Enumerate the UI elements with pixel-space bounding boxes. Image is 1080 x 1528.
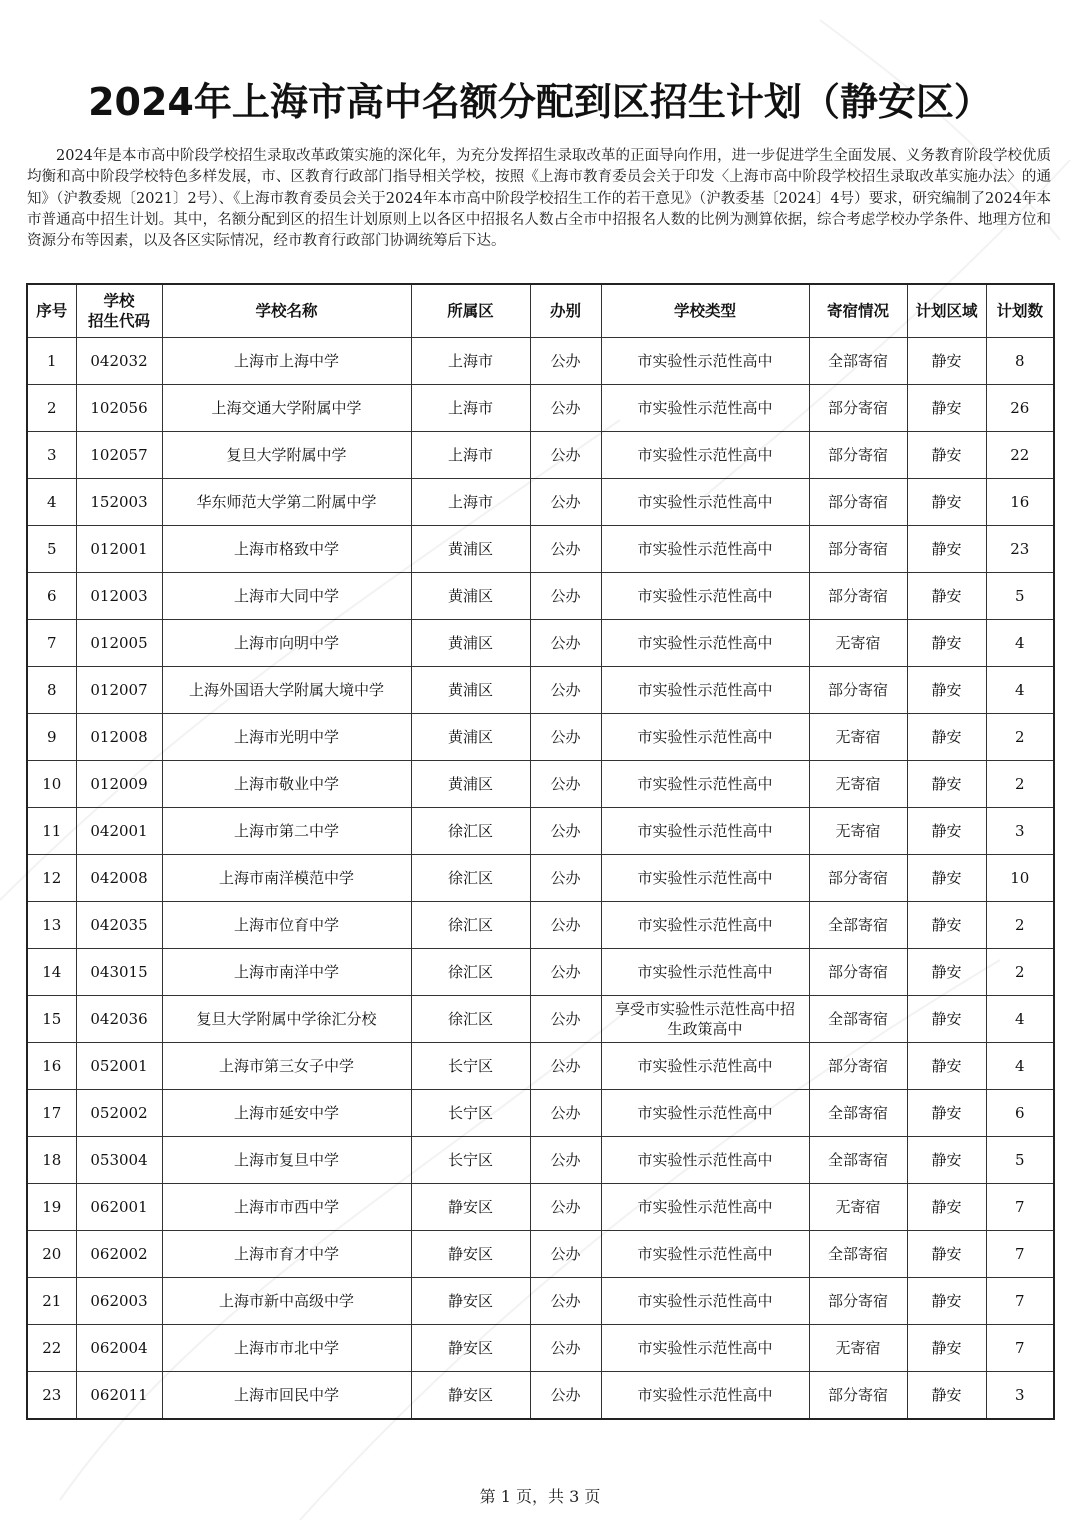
cell-seq: 7 [27, 620, 76, 667]
cell-count: 5 [986, 1137, 1054, 1184]
cell-seq: 23 [27, 1372, 76, 1420]
table-row [27, 526, 1054, 573]
cell-ownership: 公办 [530, 855, 601, 902]
cell-type: 享受市实验性示范性高中招生政策高中 [601, 996, 809, 1043]
cell-count: 4 [986, 620, 1054, 667]
cell-ownership: 公办 [530, 1137, 601, 1184]
cell-code: 042036 [76, 996, 162, 1043]
enrollment-plan-table [26, 283, 1055, 1420]
header-code-line2: 招生代码 [87, 312, 150, 330]
cell-district: 静安区 [411, 1372, 530, 1420]
cell-boarding: 全部寄宿 [809, 1137, 907, 1184]
cell-code: 152003 [76, 479, 162, 526]
cell-type: 市实验性示范性高中 [601, 855, 809, 902]
cell-ownership: 公办 [530, 949, 601, 996]
cell-area: 静安 [907, 949, 986, 996]
cell-code: 042032 [76, 338, 162, 385]
cell-type: 市实验性示范性高中 [601, 902, 809, 949]
cell-code: 012008 [76, 714, 162, 761]
cell-seq: 10 [27, 761, 76, 808]
cell-district: 上海市 [411, 338, 530, 385]
cell-ownership: 公办 [530, 338, 601, 385]
cell-boarding: 无寄宿 [809, 808, 907, 855]
cell-name: 上海市位育中学 [162, 902, 411, 949]
table-row [27, 338, 1054, 385]
cell-type: 市实验性示范性高中 [601, 1325, 809, 1372]
cell-district: 黄浦区 [411, 761, 530, 808]
table-row [27, 714, 1054, 761]
cell-ownership: 公办 [530, 573, 601, 620]
cell-name: 上海交通大学附属中学 [162, 385, 411, 432]
cell-type: 市实验性示范性高中 [601, 1231, 809, 1278]
table-row [27, 1090, 1054, 1137]
cell-area: 静安 [907, 573, 986, 620]
page-footer: 第 1 页，共 3 页 [479, 1487, 601, 1506]
cell-district: 静安区 [411, 1278, 530, 1325]
table-row [27, 855, 1054, 902]
cell-ownership: 公办 [530, 432, 601, 479]
cell-ownership: 公办 [530, 996, 601, 1043]
cell-count: 5 [986, 573, 1054, 620]
cell-type: 市实验性示范性高中 [601, 1278, 809, 1325]
cell-count: 4 [986, 996, 1054, 1043]
cell-seq: 5 [27, 526, 76, 573]
cell-boarding: 部分寄宿 [809, 432, 907, 479]
cell-district: 静安区 [411, 1184, 530, 1231]
cell-name: 上海市上海中学 [162, 338, 411, 385]
cell-boarding: 部分寄宿 [809, 1043, 907, 1090]
cell-type: 市实验性示范性高中 [601, 667, 809, 714]
cell-ownership: 公办 [530, 902, 601, 949]
cell-count: 2 [986, 714, 1054, 761]
cell-area: 静安 [907, 996, 986, 1043]
table-header-row [27, 284, 1054, 338]
cell-code: 062002 [76, 1231, 162, 1278]
cell-name: 上海市第二中学 [162, 808, 411, 855]
cell-district: 黄浦区 [411, 714, 530, 761]
cell-ownership: 公办 [530, 620, 601, 667]
cell-count: 2 [986, 902, 1054, 949]
table-row [27, 1043, 1054, 1090]
cell-type: 市实验性示范性高中 [601, 338, 809, 385]
cell-area: 静安 [907, 1137, 986, 1184]
cell-code: 052002 [76, 1090, 162, 1137]
table-row [27, 996, 1054, 1043]
cell-district: 上海市 [411, 385, 530, 432]
cell-code: 053004 [76, 1137, 162, 1184]
cell-ownership: 公办 [530, 526, 601, 573]
cell-count: 6 [986, 1090, 1054, 1137]
cell-code: 062011 [76, 1372, 162, 1420]
cell-district: 上海市 [411, 432, 530, 479]
table-row [27, 667, 1054, 714]
cell-area: 静安 [907, 1090, 986, 1137]
cell-ownership: 公办 [530, 385, 601, 432]
cell-boarding: 部分寄宿 [809, 949, 907, 996]
cell-code: 043015 [76, 949, 162, 996]
cell-boarding: 无寄宿 [809, 714, 907, 761]
cell-seq: 22 [27, 1325, 76, 1372]
cell-name: 上海市格致中学 [162, 526, 411, 573]
cell-count: 7 [986, 1325, 1054, 1372]
cell-name: 上海市延安中学 [162, 1090, 411, 1137]
header-boarding: 寄宿情况 [809, 284, 907, 338]
cell-count: 7 [986, 1184, 1054, 1231]
cell-seq: 17 [27, 1090, 76, 1137]
cell-name: 上海市向明中学 [162, 620, 411, 667]
cell-district: 徐汇区 [411, 949, 530, 996]
cell-count: 4 [986, 667, 1054, 714]
cell-area: 静安 [907, 1278, 986, 1325]
cell-district: 徐汇区 [411, 808, 530, 855]
cell-code: 042008 [76, 855, 162, 902]
cell-name: 复旦大学附属中学 [162, 432, 411, 479]
cell-name: 上海市市西中学 [162, 1184, 411, 1231]
cell-type: 市实验性示范性高中 [601, 620, 809, 667]
cell-ownership: 公办 [530, 1090, 601, 1137]
cell-name: 上海市市北中学 [162, 1325, 411, 1372]
cell-ownership: 公办 [530, 1372, 601, 1420]
cell-boarding: 无寄宿 [809, 620, 907, 667]
header-ownership: 办别 [530, 284, 601, 338]
page-title: 2024年上海市高中名额分配到区招生计划（静安区） [88, 80, 992, 124]
cell-ownership: 公办 [530, 1231, 601, 1278]
cell-district: 徐汇区 [411, 855, 530, 902]
cell-ownership: 公办 [530, 1325, 601, 1372]
cell-code: 012003 [76, 573, 162, 620]
table-row [27, 573, 1054, 620]
cell-type: 市实验性示范性高中 [601, 714, 809, 761]
table-row [27, 1231, 1054, 1278]
cell-area: 静安 [907, 1372, 986, 1420]
table-row [27, 385, 1054, 432]
cell-district: 静安区 [411, 1231, 530, 1278]
cell-area: 静安 [907, 1043, 986, 1090]
cell-boarding: 部分寄宿 [809, 479, 907, 526]
cell-count: 26 [986, 385, 1054, 432]
cell-boarding: 部分寄宿 [809, 1372, 907, 1420]
cell-ownership: 公办 [530, 714, 601, 761]
cell-seq: 1 [27, 338, 76, 385]
table-row [27, 1372, 1054, 1420]
cell-count: 2 [986, 761, 1054, 808]
table-row [27, 808, 1054, 855]
table-row [27, 761, 1054, 808]
cell-district: 长宁区 [411, 1090, 530, 1137]
table-row [27, 432, 1054, 479]
cell-seq: 18 [27, 1137, 76, 1184]
table-body [27, 338, 1054, 1420]
cell-area: 静安 [907, 1184, 986, 1231]
cell-code: 012005 [76, 620, 162, 667]
cell-count: 23 [986, 526, 1054, 573]
cell-count: 8 [986, 338, 1054, 385]
cell-seq: 14 [27, 949, 76, 996]
cell-name: 华东师范大学第二附属中学 [162, 479, 411, 526]
cell-name: 上海市敬业中学 [162, 761, 411, 808]
cell-district: 黄浦区 [411, 667, 530, 714]
cell-boarding: 全部寄宿 [809, 1090, 907, 1137]
cell-seq: 3 [27, 432, 76, 479]
table-row [27, 1278, 1054, 1325]
cell-seq: 2 [27, 385, 76, 432]
cell-area: 静安 [907, 667, 986, 714]
cell-name: 上海市育才中学 [162, 1231, 411, 1278]
header-district: 所属区 [411, 284, 530, 338]
cell-boarding: 全部寄宿 [809, 1231, 907, 1278]
cell-district: 黄浦区 [411, 620, 530, 667]
cell-type: 市实验性示范性高中 [601, 385, 809, 432]
cell-district: 上海市 [411, 479, 530, 526]
cell-ownership: 公办 [530, 1184, 601, 1231]
cell-code: 062003 [76, 1278, 162, 1325]
cell-boarding: 部分寄宿 [809, 526, 907, 573]
cell-type: 市实验性示范性高中 [601, 573, 809, 620]
cell-boarding: 无寄宿 [809, 761, 907, 808]
cell-code: 062001 [76, 1184, 162, 1231]
cell-count: 16 [986, 479, 1054, 526]
cell-boarding: 全部寄宿 [809, 996, 907, 1043]
cell-type: 市实验性示范性高中 [601, 1184, 809, 1231]
cell-type: 市实验性示范性高中 [601, 432, 809, 479]
cell-area: 静安 [907, 620, 986, 667]
cell-code: 012007 [76, 667, 162, 714]
cell-area: 静安 [907, 526, 986, 573]
cell-code: 102057 [76, 432, 162, 479]
cell-count: 7 [986, 1278, 1054, 1325]
cell-ownership: 公办 [530, 761, 601, 808]
header-type: 学校类型 [601, 284, 809, 338]
header-code [76, 284, 162, 338]
cell-name: 上海市回民中学 [162, 1372, 411, 1420]
cell-count: 4 [986, 1043, 1054, 1090]
cell-count: 7 [986, 1231, 1054, 1278]
cell-area: 静安 [907, 1231, 986, 1278]
cell-area: 静安 [907, 385, 986, 432]
cell-code: 052001 [76, 1043, 162, 1090]
cell-count: 3 [986, 1372, 1054, 1420]
cell-ownership: 公办 [530, 479, 601, 526]
cell-ownership: 公办 [530, 667, 601, 714]
header-seq: 序号 [27, 284, 76, 338]
header-area: 计划区域 [907, 284, 986, 338]
cell-seq: 12 [27, 855, 76, 902]
cell-area: 静安 [907, 761, 986, 808]
table-row [27, 620, 1054, 667]
cell-area: 静安 [907, 338, 986, 385]
header-name: 学校名称 [162, 284, 411, 338]
table-row [27, 902, 1054, 949]
header-count: 计划数 [986, 284, 1054, 338]
cell-area: 静安 [907, 855, 986, 902]
cell-name: 上海市大同中学 [162, 573, 411, 620]
cell-seq: 19 [27, 1184, 76, 1231]
table-row [27, 479, 1054, 526]
cell-boarding: 部分寄宿 [809, 385, 907, 432]
cell-ownership: 公办 [530, 808, 601, 855]
cell-boarding: 全部寄宿 [809, 902, 907, 949]
cell-boarding: 部分寄宿 [809, 855, 907, 902]
cell-name: 上海市南洋中学 [162, 949, 411, 996]
cell-name: 上海市复旦中学 [162, 1137, 411, 1184]
cell-type: 市实验性示范性高中 [601, 479, 809, 526]
table-row [27, 1137, 1054, 1184]
cell-code: 102056 [76, 385, 162, 432]
cell-seq: 20 [27, 1231, 76, 1278]
cell-count: 3 [986, 808, 1054, 855]
cell-seq: 6 [27, 573, 76, 620]
table-row [27, 949, 1054, 996]
cell-name: 上海市南洋模范中学 [162, 855, 411, 902]
cell-name: 上海市新中高级中学 [162, 1278, 411, 1325]
cell-name: 复旦大学附属中学徐汇分校 [162, 996, 411, 1043]
cell-area: 静安 [907, 1325, 986, 1372]
cell-area: 静安 [907, 479, 986, 526]
cell-name: 上海外国语大学附属大境中学 [162, 667, 411, 714]
cell-code: 062004 [76, 1325, 162, 1372]
cell-count: 2 [986, 949, 1054, 996]
cell-name: 上海市第三女子中学 [162, 1043, 411, 1090]
cell-seq: 15 [27, 996, 76, 1043]
cell-seq: 8 [27, 667, 76, 714]
cell-area: 静安 [907, 432, 986, 479]
cell-seq: 4 [27, 479, 76, 526]
cell-area: 静安 [907, 808, 986, 855]
cell-boarding: 部分寄宿 [809, 667, 907, 714]
cell-boarding: 全部寄宿 [809, 338, 907, 385]
cell-district: 徐汇区 [411, 996, 530, 1043]
cell-district: 黄浦区 [411, 526, 530, 573]
cell-district: 长宁区 [411, 1137, 530, 1184]
cell-type: 市实验性示范性高中 [601, 526, 809, 573]
cell-boarding: 无寄宿 [809, 1325, 907, 1372]
cell-count: 22 [986, 432, 1054, 479]
cell-district: 长宁区 [411, 1043, 530, 1090]
cell-area: 静安 [907, 902, 986, 949]
cell-code: 042035 [76, 902, 162, 949]
header-code-line1: 学校 [103, 292, 135, 310]
cell-name: 上海市光明中学 [162, 714, 411, 761]
cell-seq: 11 [27, 808, 76, 855]
cell-type: 市实验性示范性高中 [601, 1137, 809, 1184]
table-row [27, 1184, 1054, 1231]
cell-district: 徐汇区 [411, 902, 530, 949]
cell-code: 042001 [76, 808, 162, 855]
intro-paragraph: 2024年是本市高中阶段学校招生录取改革政策实施的深化年，为充分发挥招生录取改革的正面导向作用，进一步促进学生全面发展、义务教育阶段学校优质均衡和高中阶段学校特色多样发展，市、区教育行政部门指导相关学校，按照《上海市教育委员会关于印发〈上海市高中阶段学校招生录取改革实施办法〉的通知》（沪教委规〔2021〕2号）、《上海市教育委员会关于2024年本市高中阶段学校招生工作的若干意见》（沪教委基〔2024〕4号）要求，研究编制了2024年本市普通高中招生计划。其中，名额分配到区的招生计划原则上以各区中招报名人数占全市中招报名人数的比例为测算依据，综合考虑学校办学条件、地理方位和资源分布等因素，以及各区实际情况，经市教育行政部门协调统筹后下达。 [27, 148, 1051, 250]
cell-count: 10 [986, 855, 1054, 902]
cell-type: 市实验性示范性高中 [601, 1090, 809, 1137]
cell-area: 静安 [907, 714, 986, 761]
cell-type: 市实验性示范性高中 [601, 949, 809, 996]
cell-boarding: 部分寄宿 [809, 1278, 907, 1325]
cell-seq: 16 [27, 1043, 76, 1090]
cell-type: 市实验性示范性高中 [601, 808, 809, 855]
cell-type: 市实验性示范性高中 [601, 1043, 809, 1090]
cell-type: 市实验性示范性高中 [601, 1372, 809, 1420]
cell-type: 市实验性示范性高中 [601, 761, 809, 808]
cell-boarding: 部分寄宿 [809, 573, 907, 620]
table-row [27, 1325, 1054, 1372]
cell-district: 黄浦区 [411, 573, 530, 620]
cell-ownership: 公办 [530, 1043, 601, 1090]
cell-seq: 9 [27, 714, 76, 761]
cell-boarding: 无寄宿 [809, 1184, 907, 1231]
cell-code: 012001 [76, 526, 162, 573]
cell-code: 012009 [76, 761, 162, 808]
cell-district: 静安区 [411, 1325, 530, 1372]
cell-seq: 13 [27, 902, 76, 949]
cell-ownership: 公办 [530, 1278, 601, 1325]
cell-seq: 21 [27, 1278, 76, 1325]
